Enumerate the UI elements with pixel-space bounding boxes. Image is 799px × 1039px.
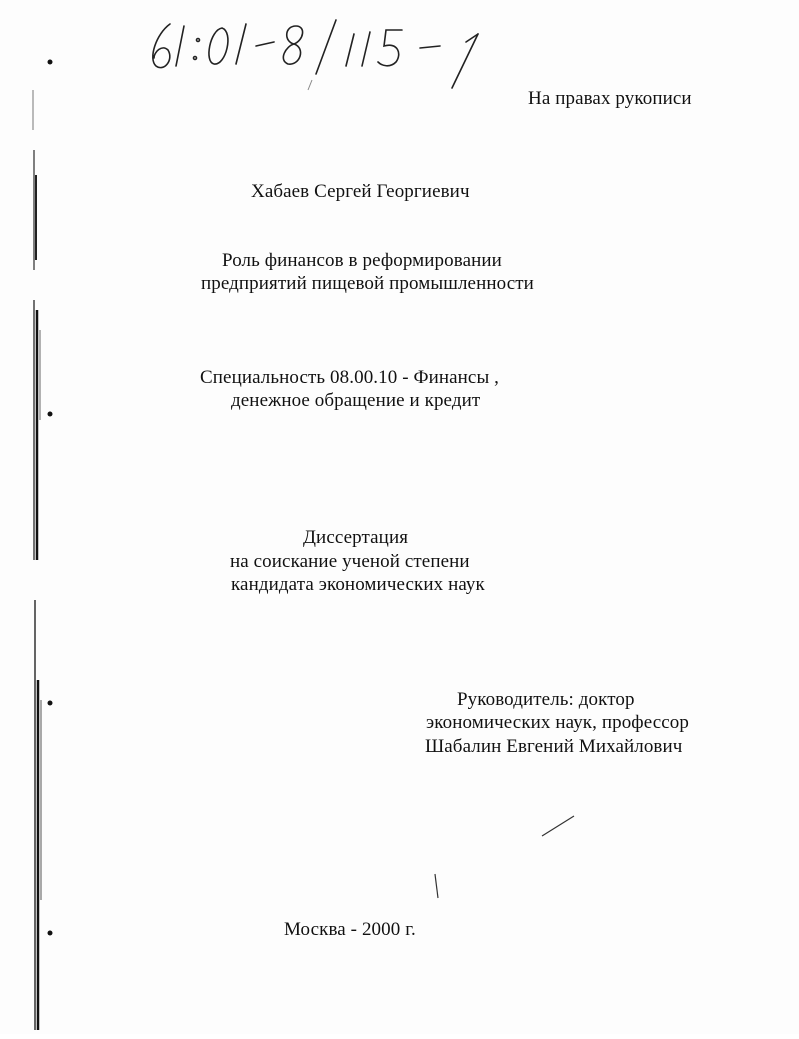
- specialty-line-2: денежное обращение и кредит: [231, 390, 481, 411]
- rights-note: На правах рукописи: [528, 88, 692, 109]
- scan-edge-artifacts: [0, 0, 60, 1034]
- handwritten-catalog-code: [140, 4, 540, 94]
- supervisor-line-1: Руководитель: доктор: [457, 689, 635, 710]
- place-and-year: Москва - 2000 г.: [284, 919, 416, 940]
- handwritten-code-drawing: [140, 4, 540, 94]
- stray-pen-mark: [538, 812, 578, 842]
- author-name: Хабаев Сергей Георгиевич: [251, 181, 470, 202]
- dissertation-line-2: на соискание ученой степени: [230, 551, 470, 572]
- title-line-2: предприятий пищевой промышленности: [201, 273, 534, 294]
- stray-pen-mark: [432, 872, 442, 902]
- specialty-line-1: Специальность 08.00.10 - Финансы ,: [200, 367, 500, 388]
- supervisor-line-3: Шабалин Евгений Михайлович: [425, 736, 683, 757]
- supervisor-line-2: экономических наук, профессор: [426, 712, 689, 733]
- dissertation-line-1: Диссертация: [303, 527, 409, 548]
- title-line-1: Роль финансов в реформировании: [222, 250, 502, 271]
- dissertation-line-3: кандидата экономических наук: [231, 574, 485, 595]
